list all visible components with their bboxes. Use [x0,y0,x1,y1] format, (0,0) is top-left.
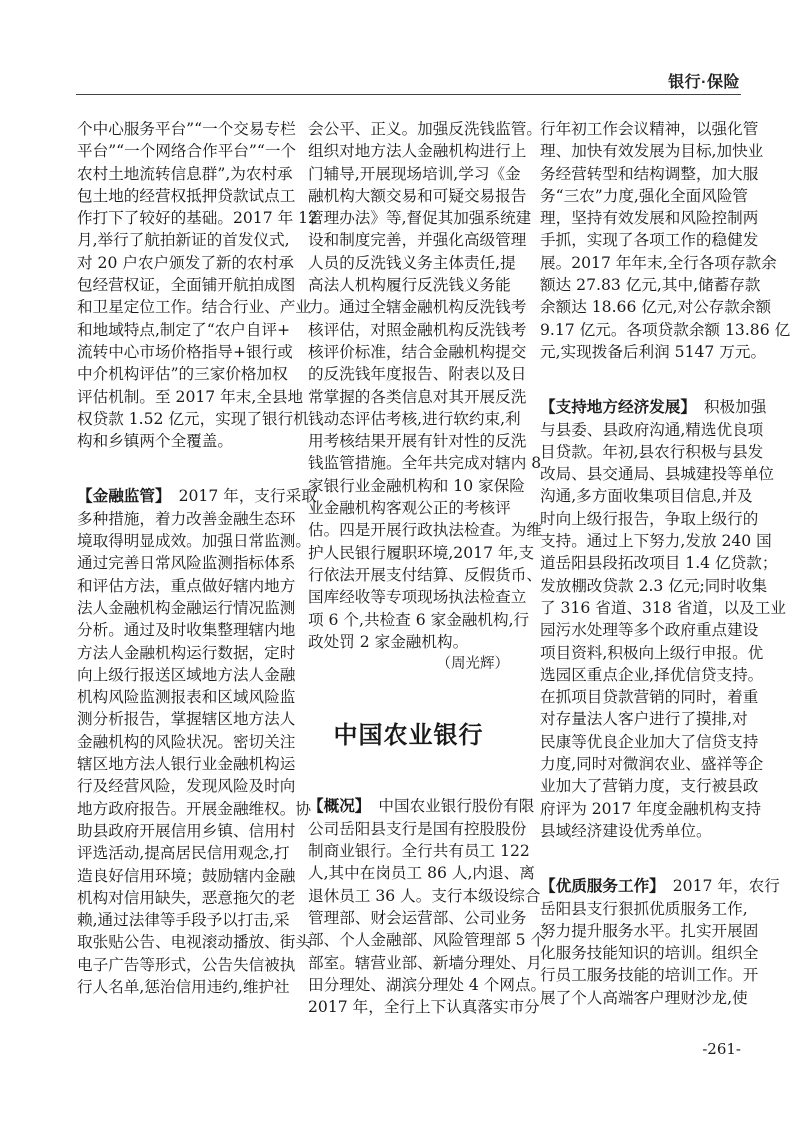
text-line [540,319,791,341]
line-text: 分析。通过及时收集整理辖内地 [77,621,296,640]
text-line [308,952,542,974]
text-line [308,609,530,631]
line-text: 岳阳县支行狠抓优质服务工作, [540,899,748,918]
line-text: 支持。通过上下努力,发放 240 国 [540,532,772,551]
text-line [308,408,521,430]
text-line [77,865,296,887]
line-text: 田分理处、湖滨分理处 4 个网点。 [308,975,547,994]
text-line [540,485,753,507]
line-text: 包土地的经营权抵押贷款试点工 [77,186,296,205]
line-text: 金融机构的风险状况。密切关注 [77,732,296,751]
line-text: 估。四是开展行政执法检查。为维 [308,521,542,540]
text-line [308,907,527,929]
line-text: 和评估方法，重点做好辖内地方 [77,576,296,595]
text-line [308,118,542,140]
running-header-section: 银行·保险 [668,74,740,91]
line-text: 农村土地流转信息群”,为农村承 [77,164,293,183]
line-text: 府评为 2017 年度金融机构支持 [540,799,762,818]
line-text: 通过完善日常风险监测指标体系 [77,554,296,573]
text-line [540,898,748,920]
page-number: -261- [702,1040,741,1058]
line-text: 业金融机构客观公正的考核评 [308,499,511,518]
section-paragraph [308,795,547,1018]
line-text: 常掌握的各类信息对其开展反洗 [308,387,527,406]
line-text: 行员工服务技能的培训工作。开 [540,966,759,985]
text-line [540,552,778,574]
text-line [77,140,297,162]
text-line [308,542,535,564]
line-text: 核评价标准，结合金融机构提交 [308,342,527,361]
text-line [77,274,296,296]
line-text: 的反洗钱年度报告、附表以及日 [308,365,527,384]
line-text: 人员的反洗钱义务主体责任,提 [308,253,516,272]
line-text: 务“三农”力度,强化全面风险管 [540,186,749,205]
text-line [540,753,764,775]
text-column-1 [77,118,318,998]
line-text: 展。2017 年年末,全行各项存款余 [540,253,777,272]
text-line [77,597,296,619]
text-line [77,708,296,730]
line-text: 和地域特点,制定了“农户自评+ [77,320,291,339]
text-line [540,508,759,530]
line-text: 化服务技能知识的培训。组织全 [540,944,759,963]
text-line [540,252,777,274]
line-text: 发放棚改贷款 2.3 亿元;同时收集 [540,576,768,595]
line-text: 流转中心市场价格指导+银行或 [77,342,293,361]
line-text: 钱监管措施。全年共完成对辖内 8 [308,454,542,473]
line-text: 和卫星定位工作。结合行业、产业 [77,298,311,317]
text-line [77,954,296,976]
line-text: 电子广告等形式，公告失信被执 [77,955,296,974]
line-text: 造良好信用环境；鼓励辖内金融 [77,866,296,885]
section-heading: 【金融监管】 [77,488,171,506]
line-text: 理、加快有效发展为目标,加快业 [540,142,764,161]
paragraph-gap [540,363,741,396]
text-line [308,386,527,408]
text-line [308,252,516,274]
line-text: 评选活动,提高居民信用观念,打 [77,844,290,863]
line-text: 部室。辖营业部、新墙分理处、月 [308,953,542,972]
text-line [77,642,296,664]
line-text: 力。通过全辖金融机构反洗钱考 [308,298,527,317]
line-text: 园污水处理等多个政府重点建设 [540,621,759,640]
section-heading: 【优质服务工作】 [540,878,665,896]
text-line [540,274,761,296]
line-text: 权贷款 1.52 亿元，实现了银行机 [77,409,309,428]
text-line [540,396,767,418]
text-line [308,430,527,452]
line-text: 项目资料,积极向上级行申报。优 [540,643,764,662]
text-line [77,909,290,931]
line-text: 平台”“一个网络合作平台”“一个 [77,142,297,161]
text-line [77,664,296,686]
line-text: 护人民银行履职环境,2017 年,支 [308,543,535,562]
line-text: 家银行业金融机构和 10 家保险 [308,476,525,495]
text-line [77,252,294,274]
line-text: 管理部、财会运营部、公司业务 [308,908,527,927]
text-line [77,887,296,909]
text-line [77,229,290,251]
text-line [540,163,759,185]
paragraph [77,118,318,452]
line-text: 额达 27.83 亿元,其中,储蓄存款 [540,276,761,295]
line-text: 个中心服务平台”“一个交易专栏 [77,120,296,138]
line-text: 部、个人金融部、风险管理部 5 个 [308,931,547,950]
line-text: 余额达 18.66 亿元,对公存款余额 [540,298,772,317]
line-text: 了 316 省道、318 省道，以及工业 [540,598,786,617]
line-text: 改局、县交通局、县城建投等单位 [540,465,774,484]
text-line [540,441,764,463]
line-text: 门辅导,开展现场培训,学习《金 [308,164,521,183]
line-text: 向上级行报送区域地方法人金融 [77,665,296,684]
line-text: 公司岳阳县支行是国有控股股份 [308,819,527,838]
line-text: 中国农业银行股份有限 [378,797,535,816]
line-text: 努力提升服务水平。扎实开展固 [540,921,759,940]
text-line [308,564,542,586]
line-text: 9.17 亿元。各项贷款余额 13.86 亿 [540,320,791,339]
text-line [308,207,532,229]
line-text: 在抓项目贷款营销的同时，着重 [540,688,759,707]
text-line [540,619,759,641]
line-text: 机构对信用缺失，恶意拖欠的老 [77,888,296,907]
text-line [77,619,296,641]
line-text: 退休员工 36 人。支行本级设综合 [308,886,541,905]
line-text: 辖区地方法人银行业金融机构运 [77,755,296,774]
text-line [308,319,527,341]
line-text: 组织对地方法人金融机构进行上 [308,142,527,161]
text-line [308,274,509,296]
text-line [77,163,293,185]
text-line [308,795,535,817]
text-line [540,775,759,797]
text-line [308,519,542,541]
text-line [308,929,547,951]
text-line [540,229,759,251]
text-column-2 [308,118,547,1018]
text-line [77,753,296,775]
line-text: 理，坚持有效发展和风险控制两 [540,209,759,228]
line-text: 县域经济建设优秀单位。 [540,821,712,840]
text-line [77,508,296,530]
section-heading: 【概况】 [308,798,371,816]
line-text: 中介机构评估”的三家价格加权 [77,365,288,384]
text-column-3 [540,118,791,1009]
line-text: 会公平、正义。加强反洗钱监管。 [308,120,542,138]
text-line [77,686,296,708]
text-line [540,875,780,897]
line-text: 对 20 户农户颁发了新的农村承 [77,253,294,272]
line-text: 境取得明显成效。加强日常监测。 [77,532,311,551]
line-text: 与县委、县政府沟通,精选优良项 [540,420,764,439]
line-text: 制商业银行。全行共有员工 122 [308,842,530,861]
text-line [308,475,525,497]
text-line [77,363,288,385]
line-text: 融机构大额交易和可疑交易报告 [308,186,527,205]
paragraph [540,118,791,363]
text-line [77,931,311,953]
text-line [77,798,311,820]
line-text: 管理办法》等,督促其加强系统建 [308,209,532,228]
text-line [77,731,296,753]
text-line [308,363,527,385]
text-line [77,775,296,797]
line-text: 地方政府报告。开展金融维权。协 [77,799,311,818]
line-text: 2017 年，支行采取 [178,487,317,506]
paragraph [308,118,542,653]
line-text: 核评估，对照金融机构反洗钱考 [308,320,527,339]
text-line [308,140,527,162]
section-paragraph [77,485,317,998]
line-text: 行依法开展支付结算、反假货币、 [308,565,542,584]
text-line [77,207,318,229]
text-line [540,597,786,619]
line-text: 月,举行了航拍新证的首发仪式, [77,231,290,250]
section-paragraph [540,396,786,842]
text-line [540,530,772,552]
line-text: 人,其中在岗员工 86 人,内退、离 [308,864,535,883]
text-line [77,530,311,552]
text-line [308,631,509,653]
text-line [308,862,535,884]
line-text: 多种措施，着力改善金融生态环 [77,509,296,528]
text-line [540,731,759,753]
text-line [77,341,293,363]
text-line [77,842,290,864]
line-text: 助县政府开展信用乡镇、信用村 [77,821,296,840]
line-text: 设和制度完善，并强化高级管理 [308,231,527,250]
text-line [540,964,759,986]
line-text: 钱动态评估考核,进行软约束,利 [308,409,521,428]
line-text: 元,实现拨备后利润 5147 万元。 [540,342,767,361]
text-line [308,974,547,996]
line-text: 评估机制。至 2017 年末,全县地 [77,387,304,406]
text-line [77,118,296,140]
text-line [308,996,540,1018]
line-text: 包经营权证，全面铺开航拍成图 [77,276,296,295]
text-line [308,296,527,318]
author-signature: （周光辉） [436,656,509,673]
line-text: 行年初工作会议精神，以强化管 [540,120,759,138]
text-line [308,885,541,907]
text-line [540,419,764,441]
line-text: 民康等优良企业加大了信贷支持 [540,732,759,751]
text-line [540,942,759,964]
text-line [77,430,278,452]
header-rule [76,94,741,95]
line-text: 用考核结果开展有针对性的反洗 [308,432,527,451]
text-line [77,296,311,318]
line-text: 业加大了营销力度，支行被县政 [540,777,759,796]
text-line [77,552,296,574]
line-text: 对存量法人客户进行了摸排,对 [540,710,748,729]
text-line [540,987,748,1009]
line-text: 沟通,多方面收集项目信息,并及 [540,487,753,506]
text-line [540,140,764,162]
line-text: 2017 年，农行 [672,877,780,896]
text-line [308,163,521,185]
text-line [308,229,527,251]
text-line [308,341,527,363]
line-text: 手抓，实现了各项工作的稳健发 [540,231,759,250]
text-line [540,708,748,730]
line-text: 方法人金融机构运行数据，定时 [77,643,296,662]
text-line [77,820,296,842]
line-text: 作打下了较好的基础。2017 年 12 [77,209,318,228]
line-text: 项 6 个,共检查 6 家金融机构,行 [308,610,530,629]
line-text: 构和乡镇两个全覆盖。 [77,432,233,451]
section-paragraph [540,875,780,1009]
line-text: 机构风险监测报表和区域风险监 [77,688,296,707]
text-line [540,820,741,842]
text-line [540,642,764,664]
paragraph-gap [77,452,278,485]
text-line [77,485,317,507]
line-text: 积极加强 [703,398,767,417]
text-line [308,586,527,608]
text-line [77,575,296,597]
text-line [308,185,527,207]
text-line [77,185,296,207]
line-text: 2017 年，全行上下认真落实市分 [308,998,540,1017]
paragraph-gap [540,842,741,875]
line-text: 道岳阳县段拓改项目 1.4 亿贷款； [540,554,778,573]
text-line [77,319,291,341]
line-text: 高法人机构履行反洗钱义务能 [308,276,511,295]
line-text: 行人名单,惩治信用违约,维护社 [77,977,290,996]
text-line [540,296,772,318]
text-line [308,497,509,519]
text-line [77,386,304,408]
text-line [77,408,309,430]
text-line [308,452,542,474]
text-line [77,976,290,998]
line-text: 力度,同时对微润农业、盛祥等企 [540,755,764,774]
text-line [540,575,768,597]
text-line [308,818,527,840]
text-line [540,920,759,942]
section-heading: 【支持地方经济发展】 [540,399,696,417]
line-text: 法人金融机构金融运行情况监测 [77,598,296,617]
text-line [540,341,767,363]
text-line [540,118,759,140]
line-text: 取张贴公告、电视滚动播放、街头 [77,933,311,952]
line-text: 务经营转型和结构调整，加大服 [540,164,759,183]
article-title: 中国农业银行 [333,721,484,750]
line-text: 国库经收等专项现场执法检查立 [308,588,527,607]
text-line [540,185,749,207]
text-line [540,686,759,708]
text-line [540,463,774,485]
line-text: 时向上级行报告，争取上级行的 [540,509,759,528]
line-text: 行及经营风险，发现风险及时向 [77,777,296,796]
line-text: 选园区重点企业,择优信贷支持。 [540,665,764,684]
line-text: 测分析报告，掌握辖区地方法人 [77,710,296,729]
text-line [308,840,530,862]
text-line [540,664,764,686]
text-line [540,207,759,229]
text-line [540,798,762,820]
line-text: 展了个人高端客户理财沙龙,使 [540,988,748,1007]
line-text: 政处罚 2 家金融机构。 [308,632,469,651]
line-text: 赖,通过法律等手段予以打击,采 [77,911,290,930]
line-text: 目贷款。年初,县农行积极与县发 [540,442,764,461]
